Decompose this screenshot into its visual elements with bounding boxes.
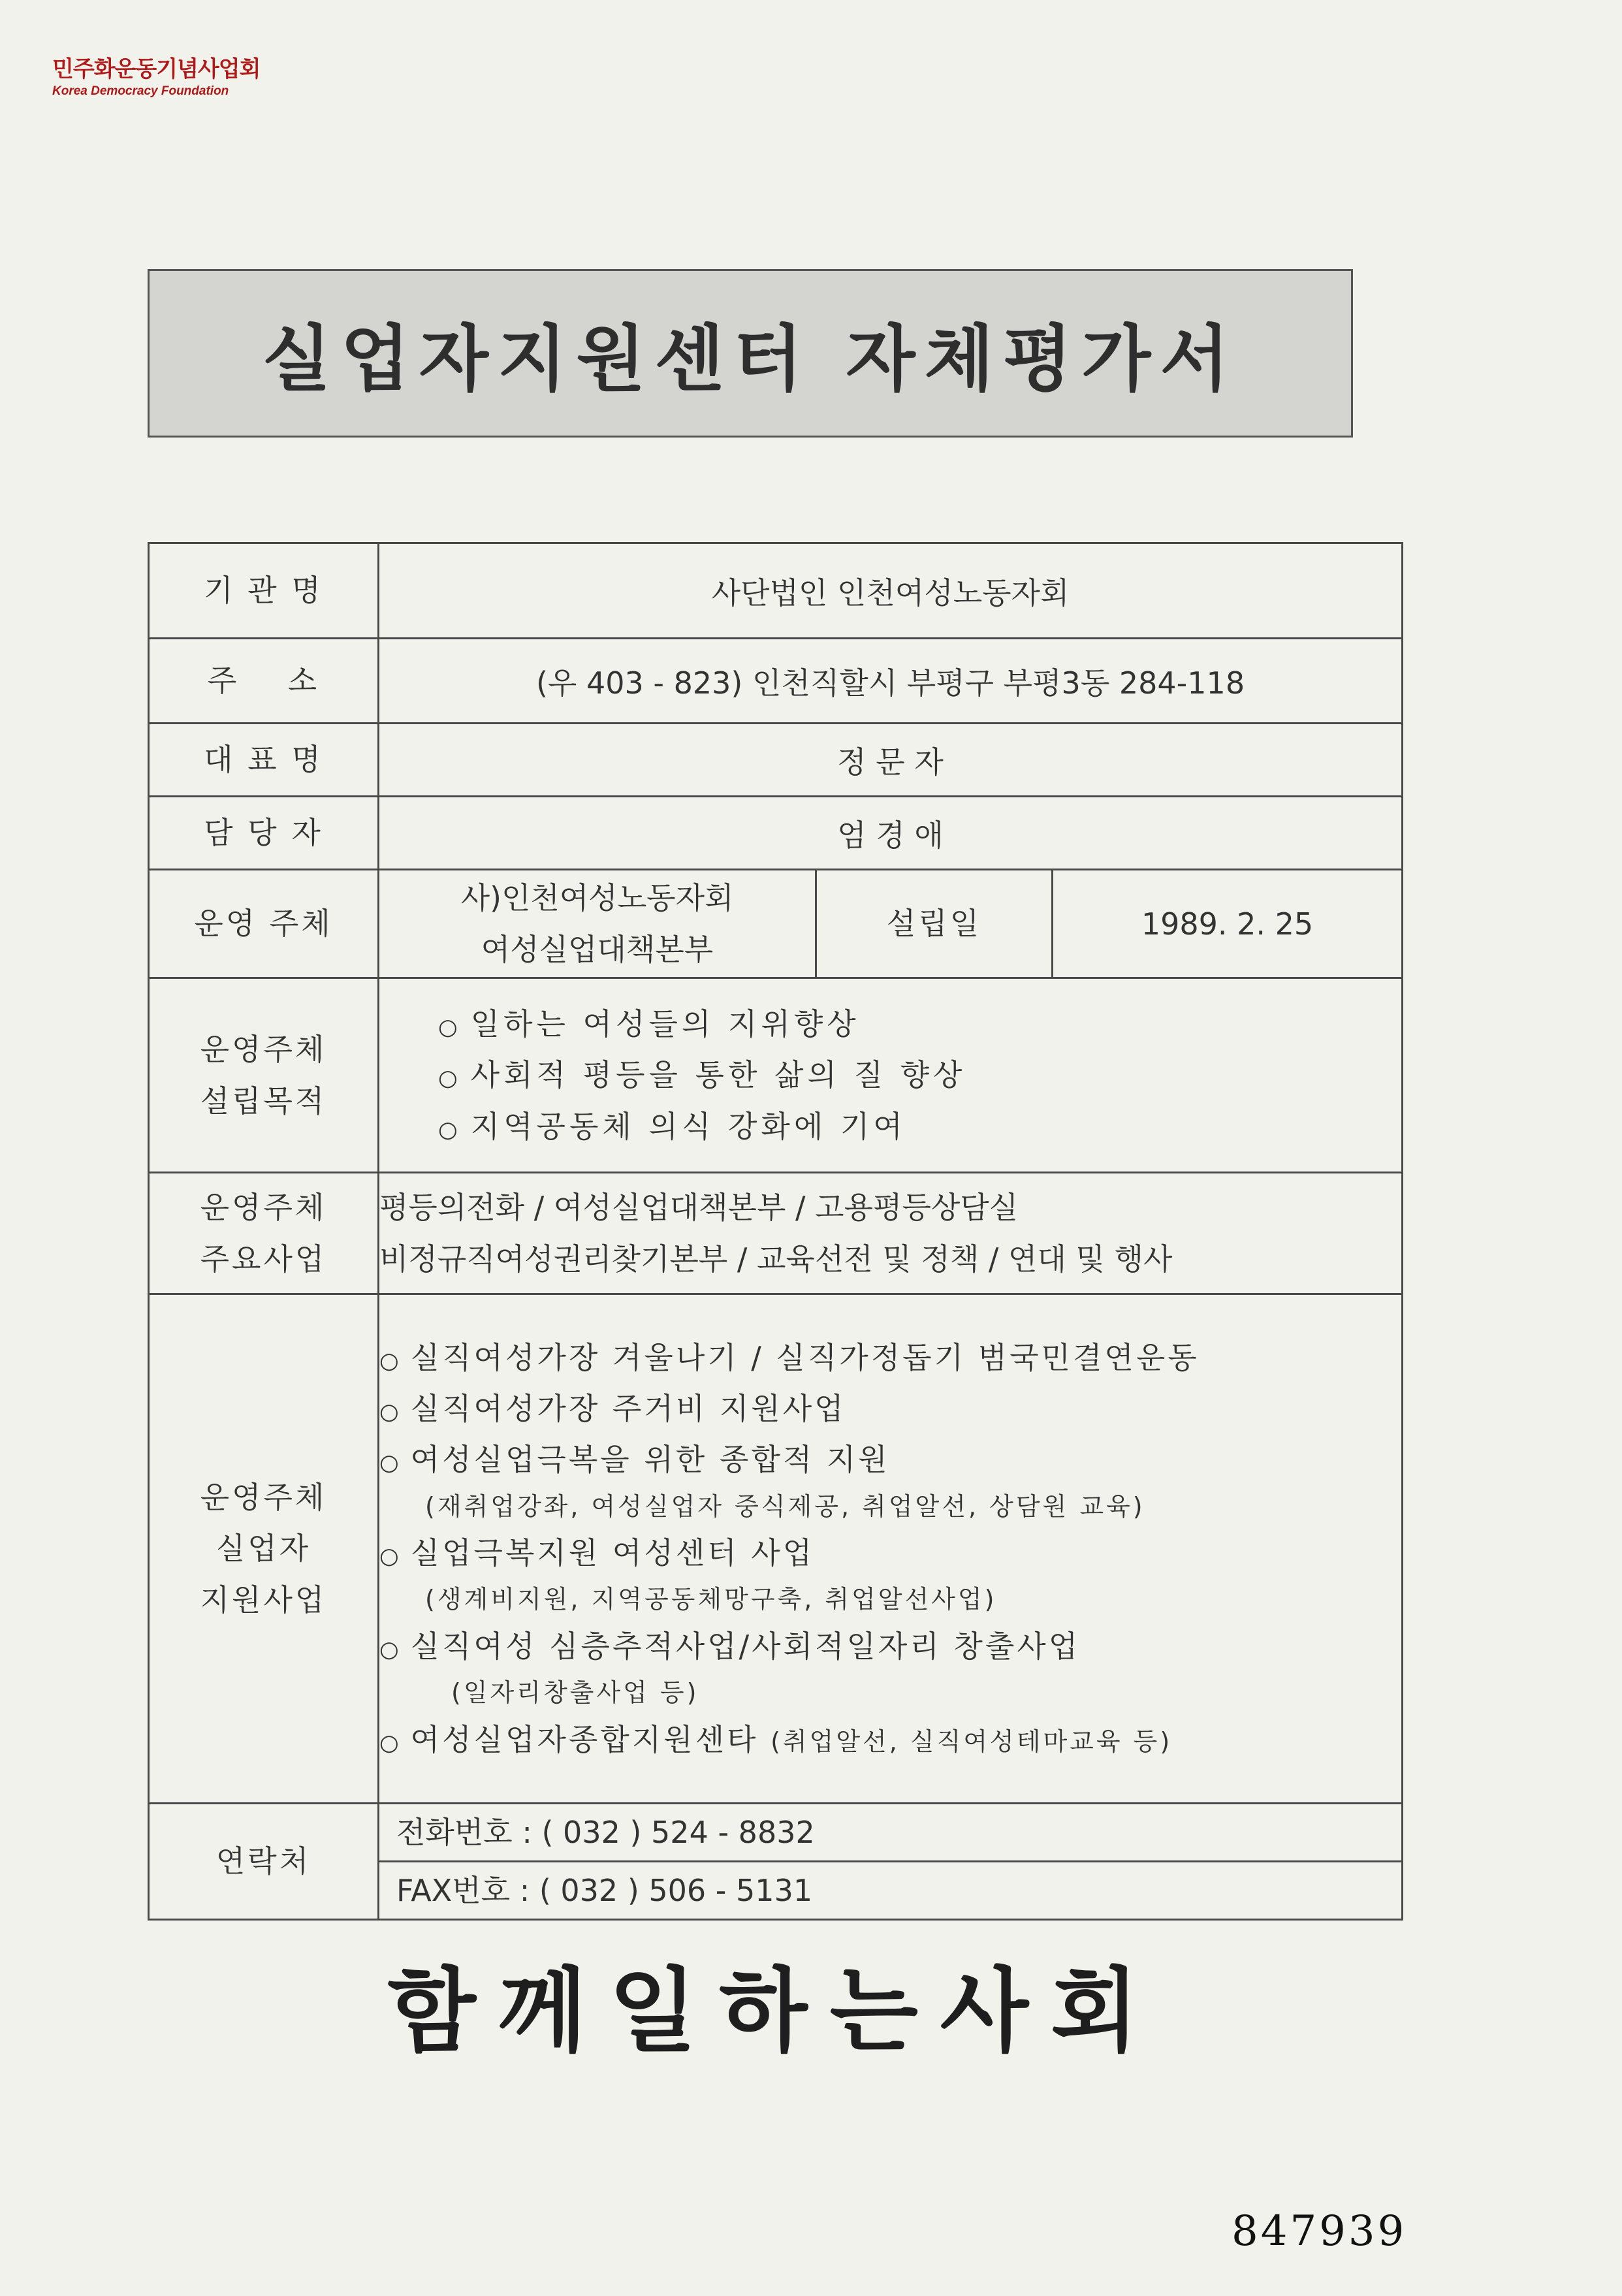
support-item	[379, 1434, 1401, 1485]
support-item-detail: (일자리창출사업 등)	[451, 1678, 699, 1708]
info-table	[148, 542, 1403, 1921]
main-business-label-line-1: 운영주체	[200, 1190, 327, 1226]
support-item-text: 여성실업극복을 위한 종합적 지원	[410, 1442, 890, 1478]
support-item-text: 실직여성가장 주거비 지원사업	[410, 1391, 846, 1427]
org-name-label: 기 관 명	[149, 543, 379, 639]
circle-bullet-icon: ○	[379, 1543, 402, 1570]
main-business-label	[149, 1173, 379, 1294]
row-manager	[149, 797, 1403, 870]
title-box	[148, 269, 1353, 438]
phone-number: 전화번호 : ( 032 ) 524 - 8832	[379, 1804, 1401, 1862]
support-item	[379, 1527, 1401, 1578]
logo-english: Korea Democracy Foundation	[52, 84, 229, 98]
row-purpose	[149, 978, 1403, 1173]
support-business-label-line-2: 실업자	[215, 1531, 311, 1567]
main-business-line: 평등의전화 / 여성실업대책본부 / 고용평등상담실	[379, 1190, 1019, 1226]
address-label: 주 소	[149, 639, 379, 724]
contact-values	[379, 1804, 1403, 1920]
support-business-label-line-1: 운영주체	[200, 1480, 327, 1516]
operator-value	[379, 870, 816, 978]
circle-bullet-icon: ○	[438, 1065, 462, 1092]
manager-value: 엄 경 애	[379, 797, 1403, 870]
support-item	[379, 1383, 1401, 1434]
circle-bullet-icon: ○	[379, 1729, 402, 1756]
row-support-business	[149, 1294, 1403, 1804]
circle-bullet-icon: ○	[438, 1014, 462, 1041]
logo-korean: 민주화운동기념사업회	[52, 56, 261, 82]
main-business-label-line-2: 주요사업	[200, 1241, 327, 1277]
operator-line-1: 사)인천여성노동자회	[460, 880, 734, 916]
row-representative	[149, 724, 1403, 797]
support-business-label	[149, 1294, 379, 1804]
row-address	[149, 639, 1403, 724]
support-item	[379, 1621, 1401, 1672]
circle-bullet-icon: ○	[379, 1399, 402, 1426]
support-item	[379, 1714, 1401, 1765]
row-org-name	[149, 543, 1403, 639]
purpose-label-line-1: 운영주체	[200, 1032, 327, 1068]
document-number: 847939	[1232, 2207, 1407, 2256]
purpose-item	[438, 998, 1401, 1049]
address-value: (우 403 - 823) 인천직할시 부평구 부평3동 284-118	[379, 639, 1403, 724]
circle-bullet-icon: ○	[438, 1116, 462, 1143]
support-business-list	[379, 1294, 1403, 1804]
fax-number: FAX번호 : ( 032 ) 506 - 5131	[396, 1873, 813, 1908]
representative-label: 대 표 명	[149, 724, 379, 797]
circle-bullet-icon: ○	[379, 1636, 402, 1663]
row-operator	[149, 870, 1403, 978]
manager-label: 담 당 자	[149, 797, 379, 870]
founded-label: 설립일	[816, 870, 1053, 978]
contact-label: 연락처	[149, 1804, 379, 1920]
support-item-text: 실직여성 심층추적사업/사회적일자리 창출사업	[410, 1628, 1081, 1664]
support-item-detail: (생계비지원, 지역공동체망구축, 취업알선사업)	[425, 1585, 997, 1614]
support-item-text: 여성실업자종합지원센타	[410, 1721, 759, 1757]
document-title: 실업자지원센터 자체평가서	[262, 317, 1239, 401]
main-business-list	[379, 1173, 1403, 1294]
support-item-inline-detail: (취업알선, 실직여성테마교육 등)	[771, 1727, 1173, 1756]
founded-value: 1989. 2. 25	[1053, 870, 1403, 978]
purpose-label-line-2: 설립목적	[200, 1083, 327, 1119]
circle-bullet-icon: ○	[379, 1450, 402, 1476]
purpose-list	[379, 978, 1403, 1173]
purpose-item-text: 일하는 여성들의 지위향상	[470, 1006, 860, 1042]
org-name-value: 사단법인 인천여성노동자회	[379, 543, 1403, 639]
support-business-label-line-3: 지원사업	[200, 1582, 327, 1618]
purpose-label	[149, 978, 379, 1173]
purpose-item	[438, 1049, 1401, 1100]
purpose-item	[438, 1101, 1401, 1152]
row-main-business	[149, 1173, 1403, 1294]
row-contact	[149, 1804, 1403, 1920]
support-item-text: 실업극복지원 여성센터 사업	[410, 1535, 815, 1571]
support-item	[379, 1332, 1401, 1383]
main-business-line: 비정규직여성권리찾기본부 / 교육선전 및 정책 / 연대 및 행사	[379, 1241, 1173, 1277]
operator-label: 운영 주체	[149, 870, 379, 978]
slogan: 함께일하는사회	[387, 1958, 1162, 2065]
purpose-item-text: 지역공동체 의식 강화에 기여	[470, 1108, 906, 1144]
foundation-logo	[52, 51, 260, 99]
support-item-detail: (재취업강좌, 여성실업자 중식제공, 취업알선, 상담원 교육)	[425, 1491, 1145, 1521]
circle-bullet-icon: ○	[379, 1348, 402, 1375]
representative-value: 정 문 자	[379, 724, 1403, 797]
operator-line-2: 여성실업대책본부	[481, 931, 714, 967]
support-item-text: 실직여성가장 겨울나기 / 실직가정돕기 범국민결연운동	[410, 1340, 1200, 1376]
purpose-item-text: 사회적 평등을 통한 삶의 질 향상	[470, 1057, 966, 1093]
